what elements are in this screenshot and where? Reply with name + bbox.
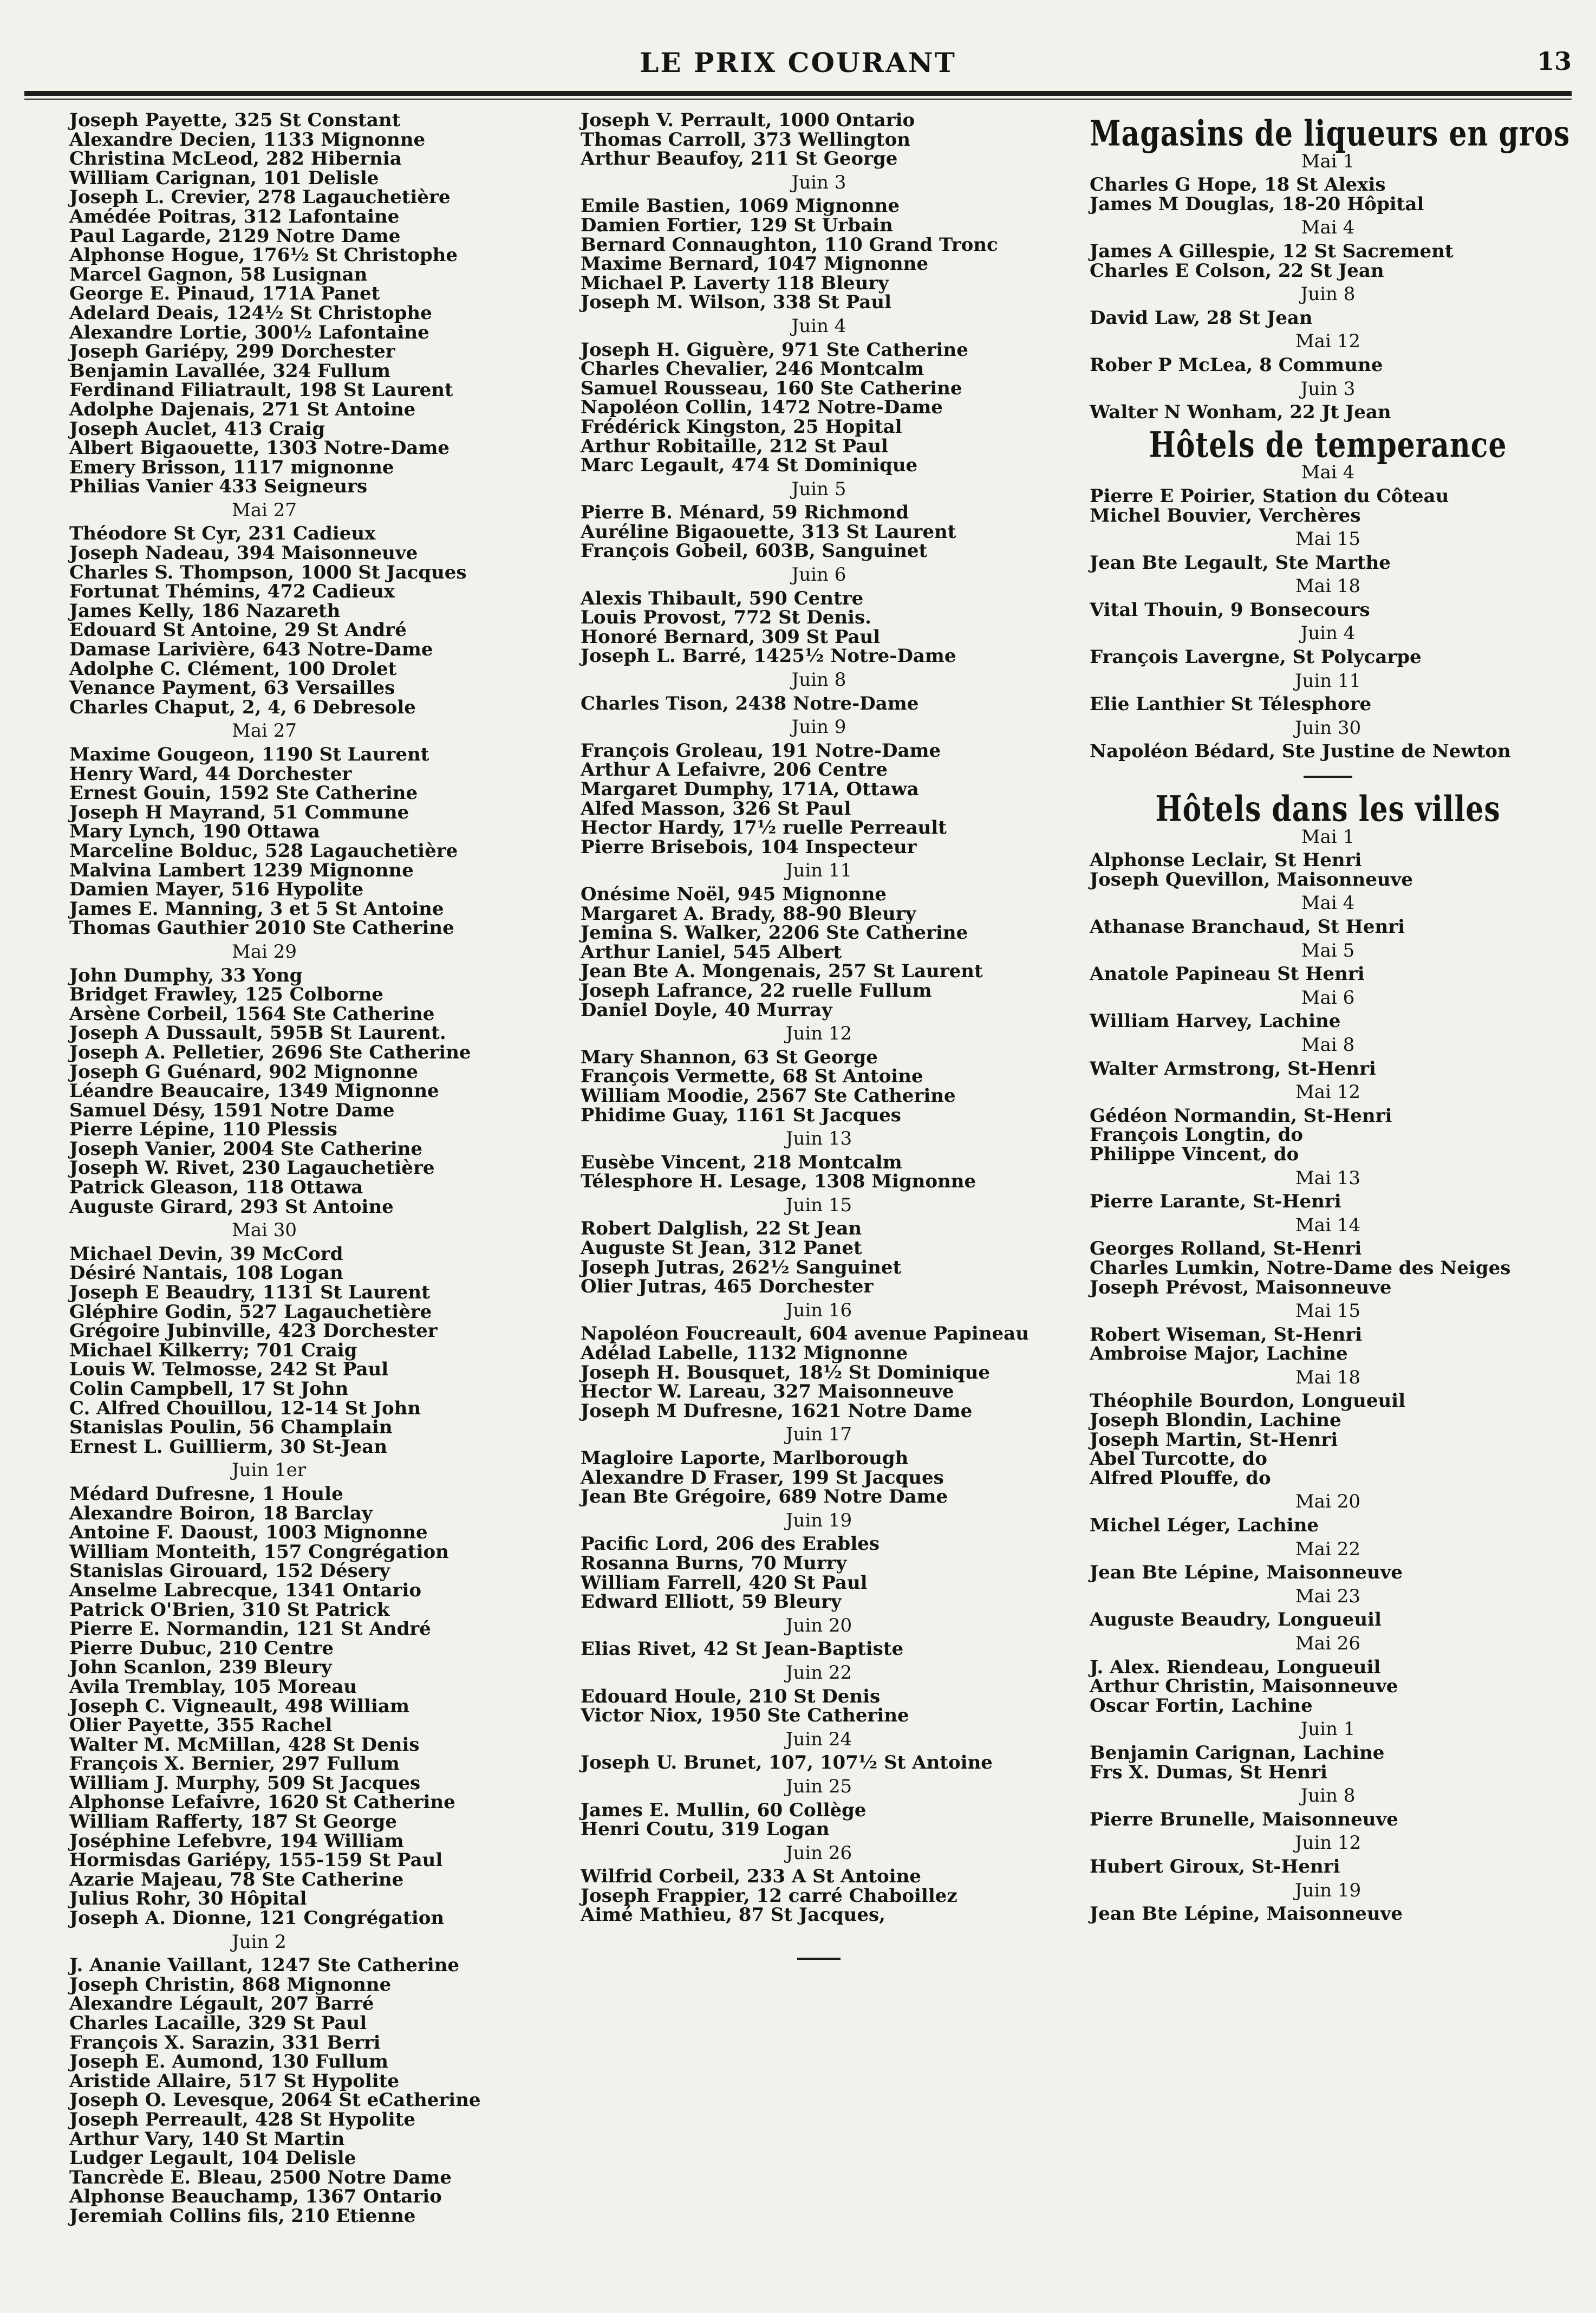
list-entry: Théodore St Cyr, 231 Cadieux [69,523,376,545]
date-heading: Mai 27 [232,720,297,742]
list-entry: Henry Ward, 44 Dorchester [69,763,352,785]
list-entry: Venance Payment, 63 Versailles [69,677,395,699]
date-heading: Mai 29 [232,940,297,963]
list-entry: Robert Wiseman, St-Henri [1090,1323,1363,1346]
date-heading: Mai 18 [1295,1366,1361,1388]
list-entry: Maxime Bernard, 1047 Mignonne [581,253,928,275]
list-entry: Alfred Plouffe, do [1090,1467,1271,1489]
list-entry: Alphonse Beauchamp, 1367 Ontario [69,2186,442,2208]
list-entry: Joseph L. Barré, 1425½ Notre-Dame [581,645,956,667]
list-entry: Pierre Lépine, 110 Plessis [69,1119,337,1141]
date-heading: Mai 12 [1295,1081,1361,1103]
list-entry: Auréline Bigaouette, 313 St Laurent [581,521,956,543]
list-entry: Jean Bte Grégoire, 689 Notre Dame [581,1486,948,1508]
list-entry: Ernest L. Guillierm, 30 St-Jean [69,1435,388,1458]
list-entry: Pierre Dubuc, 210 Centre [69,1637,334,1659]
date-heading: Mai 4 [1301,462,1355,484]
list-entry: Ernest Gouin, 1592 Ste Catherine [69,782,418,804]
list-entry: Margaret Dumphy, 171A, Ottawa [581,778,919,800]
list-entry: Arthur Laniel, 545 Albert [581,941,842,963]
list-entry: Auguste St Jean, 312 Panet [581,1237,862,1259]
list-entry: Joséphine Lefebvre, 194 William [69,1830,404,1852]
date-heading: Juin 5 [791,478,846,500]
list-entry: William Farrell, 420 St Paul [581,1571,868,1594]
date-heading: Mai 1 [1301,150,1355,172]
date-heading: Juin 13 [785,1128,852,1150]
list-entry: Christina McLeod, 282 Hibernia [69,148,402,170]
list-entry: Adelard Deais, 124½ St Christophe [69,302,432,324]
list-entry: Charles Lumkin, Notre-Dame des Neiges [1090,1257,1511,1279]
list-entry: James E. Manning, 3 et 5 St Antoine [69,898,444,920]
date-heading: Juin 4 [1300,622,1356,645]
list-entry: Honoré Bernard, 309 St Paul [581,626,881,648]
list-entry: Gédéon Normandin, St-Henri [1090,1104,1392,1127]
list-entry: François Longtin, do [1090,1124,1304,1146]
list-entry: William Monteith, 157 Congrégation [69,1541,449,1563]
list-entry: Auguste Girard, 293 St Antoine [69,1196,394,1218]
list-entry: Joseph E. Aumond, 130 Fullum [69,2051,388,2073]
list-entry: Alexis Thibault, 590 Centre [581,587,864,609]
list-entry: Charles Chaput, 2, 4, 6 Debresole [69,696,416,718]
date-heading: Juin 15 [785,1194,852,1216]
date-heading: Juin 12 [785,1023,852,1045]
list-entry: Damien Fortier, 129 St Urbain [581,214,893,236]
list-entry: Rosanna Burns, 70 Murry [581,1552,847,1574]
list-entry: Albert Bigaouette, 1303 Notre-Dame [69,437,450,459]
list-entry: Arthur Robitaille, 212 St Paul [581,435,888,457]
list-entry: Colin Campbell, 17 St John [69,1378,349,1400]
list-entry: John Scanlon, 239 Bleury [69,1656,332,1679]
section-title: Hôtels dans les villes [1155,788,1501,830]
list-entry: James M Douglas, 18-20 Hôpital [1090,193,1424,215]
list-entry: Alexandre Légault, 207 Barré [69,1993,374,2015]
section-title: Magasins de liqueurs en gros [1090,113,1571,154]
list-entry: Edward Elliott, 59 Bleury [581,1591,842,1613]
list-entry: Wilfrid Corbeil, 233 A St Antoine [581,1866,921,1888]
date-heading: Juin 26 [785,1842,852,1864]
list-entry: Samuel Désy, 1591 Notre Dame [69,1099,395,1121]
list-entry: Adolphe C. Clément, 100 Drolet [69,658,397,680]
list-entry: Antoine F. Daoust, 1003 Mignonne [69,1522,428,1544]
date-heading: Mai 5 [1301,939,1355,961]
date-heading: Juin 6 [791,564,846,586]
list-entry: Louis Provost, 772 St Denis. [581,607,871,629]
list-entry: James Kelly, 186 Nazareth [69,600,341,622]
list-entry: Napoléon Bédard, Ste Justine de Newton [1090,740,1511,763]
list-entry: Michel Bouvier, Verchères [1090,504,1361,527]
list-entry: Napoléon Foucreault, 604 avenue Papineau [581,1323,1029,1345]
list-entry: Philias Vanier 433 Seigneurs [69,476,368,498]
list-entry: Bridget Frawley, 125 Colborne [69,984,383,1006]
list-entry: Adolphe Dajenais, 271 St Antoine [69,398,416,420]
list-entry: William Moodie, 2567 Ste Catherine [581,1084,956,1107]
list-entry: Pierre Larante, St-Henri [1090,1191,1341,1213]
list-entry: Olier Jutras, 465 Dorchester [581,1276,874,1298]
list-entry: Jeremiah Collins fils, 210 Etienne [69,2205,416,2227]
list-entry: Benjamin Lavallée, 324 Fullum [69,360,390,382]
list-entry: Joseph V. Perrault, 1000 Ontario [581,109,915,131]
list-entry: Rober P McLea, 8 Commune [1090,354,1383,376]
date-heading: Juin 22 [785,1661,852,1684]
list-entry: Jean Bte A. Mongenais, 257 St Laurent [581,960,983,983]
list-entry: Patrick Gleason, 118 Ottawa [69,1177,363,1199]
page-number: 13 [1536,47,1572,76]
list-entry: George E. Pinaud, 171A Panet [69,283,380,305]
list-entry: Adélad Labelle, 1132 Mignonne [581,1342,908,1365]
list-entry: Georges Rolland, St-Henri [1090,1238,1362,1260]
date-heading: Juin 19 [785,1509,852,1531]
list-entry: Marceline Bolduc, 528 Lagauchetière [69,840,458,862]
list-entry: Charles G Hope, 18 St Alexis [1090,174,1386,196]
list-entry: Tancrède E. Bleau, 2500 Notre Dame [69,2166,452,2188]
list-entry: Marcel Gagnon, 58 Lusignan [69,263,368,285]
list-entry: William Harvey, Lachine [1090,1010,1341,1032]
date-heading: Juin 8 [791,669,846,691]
date-heading: Mai 15 [1295,1300,1361,1322]
date-heading: Mai 14 [1295,1214,1361,1236]
list-entry: Jean Bte Lépine, Maisonneuve [1090,1903,1403,1925]
list-entry: Avila Tremblay, 105 Moreau [69,1675,357,1698]
list-entry: Fortunat Thémins, 472 Cadieux [69,581,395,603]
list-entry: Alexandre Decien, 1133 Mignonne [69,128,426,151]
list-entry: François X. Sarazin, 331 Berri [69,2031,381,2054]
date-heading: Mai 23 [1295,1585,1361,1607]
list-entry: Théophile Bourdon, Longueuil [1090,1390,1405,1412]
date-heading: Juin 3 [791,171,846,193]
list-entry: Joseph A Dussault, 595B St Laurent. [69,1022,446,1044]
list-entry: Joseph Prévost, Maisonneuve [1090,1276,1392,1298]
list-entry: Ludger Legault, 104 Delisle [69,2147,356,2169]
list-entry: Grégoire Jubinville, 423 Dorchester [69,1320,438,1342]
list-entry: Elie Lanthier St Télesphore [1090,693,1372,716]
list-entry: Jean Bte Legault, Ste Marthe [1090,551,1391,574]
date-heading: Juin 2 [232,1931,286,1953]
list-entry: Frédérick Kingston, 25 Hopital [581,415,902,438]
list-entry: Marc Legault, 474 St Dominique [581,454,918,477]
list-entry: Damien Mayer, 516 Hypolite [69,879,364,901]
end-rule [797,1958,841,1960]
list-entry: Pierre B. Ménard, 59 Richmond [581,502,909,524]
list-entry: Amédée Poitras, 312 Lafontaine [69,205,400,228]
list-entry: Joseph H. Bousquet, 18½ St Dominique [581,1361,990,1383]
list-entry: Edouard Houle, 210 St Denis [581,1685,881,1707]
date-heading: Mai 13 [1295,1167,1361,1189]
list-entry: Robert Dalglish, 22 St Jean [581,1218,862,1240]
list-entry: Julius Rohr, 30 Hôpital [69,1888,307,1910]
list-entry: Jean Bte Lépine, Maisonneuve [1090,1562,1403,1584]
list-entry: Joseph Gariépy, 299 Dorchester [69,341,395,363]
list-entry: Joseph Payette, 325 St Constant [69,109,401,131]
list-entry: John Dumphy, 33 Yong [69,964,303,986]
date-heading: Juin 20 [785,1614,852,1636]
list-entry: Pierre Brunelle, Maisonneuve [1090,1808,1398,1830]
list-entry: David Law, 28 St Jean [1090,307,1313,329]
header-rule-thin [24,99,1572,100]
date-heading: Juin 8 [1300,283,1356,306]
list-entry: Malvina Lambert 1239 Mignonne [69,859,414,881]
list-entry: J. Ananie Vaillant, 1247 Ste Catherine [69,1954,460,1977]
list-entry: Joseph W. Rivet, 230 Lagauchetière [69,1157,435,1179]
date-heading: Juin 8 [1300,1785,1356,1807]
date-heading: Juin 12 [1294,1832,1362,1854]
list-entry: Hubert Giroux, St-Henri [1090,1855,1340,1877]
list-entry: Joseph Christin, 868 Mignonne [69,1973,392,1996]
date-heading: Juin 24 [785,1728,852,1750]
date-heading: Juin 30 [1294,717,1362,739]
date-heading: Juin 4 [791,315,846,337]
date-heading: Juin 16 [785,1299,852,1321]
date-heading: Mai 1 [1301,826,1355,848]
list-entry: Stanislas Poulin, 56 Champlain [69,1417,393,1439]
list-entry: Louis W. Telmosse, 242 St Paul [69,1359,389,1381]
list-entry: James E. Mullin, 60 Collège [581,1799,867,1821]
date-heading: Juin 25 [785,1775,852,1797]
list-entry: Joseph E Beaudry, 1131 St Laurent [69,1282,430,1304]
list-entry: Walter Armstrong, St-Henri [1090,1057,1376,1080]
list-entry: Hormisdas Gariépy, 155-159 St Paul [69,1849,443,1872]
list-entry: Elias Rivet, 42 St Jean-Baptiste [581,1638,904,1660]
date-heading: Juin 3 [1300,378,1356,400]
list-entry: François Lavergne, St Polycarpe [1090,646,1422,668]
list-entry: William J. Murphy, 509 St Jacques [69,1772,421,1794]
list-entry: William Rafferty, 187 St George [69,1811,398,1833]
list-entry: Ferdinand Filiatrault, 198 St Laurent [69,379,453,401]
list-entry: Arthur Christin, Maisonneuve [1090,1675,1398,1698]
list-entry: Médard Dufresne, 1 Houle [69,1483,343,1505]
list-entry: Arthur Vary, 140 St Martin [69,2128,345,2150]
list-entry: Hector Hardy, 17½ ruelle Perreault [581,817,947,839]
date-heading: Juin 11 [785,860,852,882]
date-heading: Juin 17 [785,1424,852,1446]
date-heading: Mai 26 [1295,1633,1361,1654]
list-entry: Joseph Quevillon, Maisonneuve [1090,868,1413,891]
list-entry: Philippe Vincent, do [1090,1143,1299,1165]
list-entry: Patrick O'Brien, 310 St Patrick [69,1599,390,1621]
list-entry: Joseph A. Pelletier, 2696 Ste Catherine [69,1041,471,1063]
list-entry: Télesphore H. Lesage, 1308 Mignonne [581,1171,976,1193]
list-entry: Joseph H. Giguère, 971 Ste Catherine [581,339,968,361]
section-title: Hôtels de temperance [1149,424,1507,466]
list-entry: Joseph A. Dionne, 121 Congrégation [69,1907,445,1929]
list-entry: Joseph C. Vigneault, 498 William [69,1695,409,1717]
list-entry: Léandre Beaucaire, 1349 Mignonne [69,1080,439,1102]
list-entry: William Carignan, 101 Delisle [69,167,379,189]
date-heading: Juin 11 [1294,670,1362,692]
date-heading: Mai 30 [232,1219,297,1242]
list-entry: Paul Lagarde, 2129 Notre Dame [69,225,401,247]
list-entry: Arsène Corbeil, 1564 Ste Catherine [69,1003,435,1025]
list-entry: Charles Chevalier, 246 Montcalm [581,358,924,380]
list-entry: Abel Turcotte, do [1090,1448,1267,1470]
list-entry: Alexandre Boiron, 18 Barclay [69,1502,373,1524]
list-entry: Eusèbe Vincent, 218 Montcalm [581,1151,902,1173]
section-divider [1304,776,1352,778]
list-entry: Margaret A. Brady, 88-90 Bleury [581,902,916,925]
list-entry: Désiré Nantais, 108 Logan [69,1262,343,1284]
list-entry: Arthur Beaufoy, 211 St George [581,148,898,170]
list-entry: Pierre E Poirier, Station du Côteau [1090,485,1449,507]
list-entry: Charles S. Thompson, 1000 St Jacques [69,561,467,583]
date-heading: Mai 6 [1301,986,1355,1009]
list-entry: Aristide Allaire, 517 St Hypolite [69,2070,399,2092]
column-2 [581,111,1057,1960]
list-entry: Napoléon Collin, 1472 Notre-Dame [581,397,943,419]
list-entry: Thomas Carroll, 373 Wellington [581,128,910,151]
list-entry: Gléphire Godin, 527 Lagauchetière [69,1301,432,1323]
list-entry: Hector W. Lareau, 327 Maisonneuve [581,1381,954,1403]
list-entry: Victor Niox, 1950 Ste Catherine [581,1705,909,1727]
list-entry: Anatole Papineau St Henri [1090,963,1365,985]
list-entry: Alfed Masson, 326 St Paul [581,797,851,820]
list-entry: François Groleau, 191 Notre-Dame [581,739,941,762]
list-entry: Mary Shannon, 63 St George [581,1046,878,1068]
list-entry: Aimé Mathieu, 87 St Jacques, [581,1904,885,1926]
date-heading: Mai 15 [1295,528,1361,550]
list-entry: Joseph Vanier, 2004 Ste Catherine [69,1138,423,1160]
list-entry: Charles Lacaille, 329 St Paul [69,2012,367,2034]
date-heading: Juin 9 [791,716,846,738]
column-1 [69,111,540,2226]
page-header [24,43,1572,81]
list-entry: Emery Brisson, 1117 mignonne [69,456,394,478]
list-entry: Stanislas Girouard, 152 Désery [69,1560,390,1582]
list-entry: Alphonse Lefaivre, 1620 St Catherine [69,1791,455,1814]
list-entry: Magloire Laporte, Marlborough [581,1447,909,1469]
date-heading: Juin 1er [232,1459,307,1482]
list-entry: Damase Larivière, 643 Notre-Dame [69,639,433,661]
date-heading: Mai 8 [1301,1034,1355,1056]
list-entry: Joseph U. Brunet, 107, 107½ St Antoine [581,1752,993,1774]
date-heading: Juin 1 [1300,1718,1356,1740]
list-entry: Joseph Jutras, 262½ Sanguinet [581,1256,902,1278]
list-entry: Onésime Noël, 945 Mignonne [581,883,887,905]
list-entry: Phidime Guay, 1161 St Jacques [581,1104,901,1126]
date-heading: Mai 27 [232,499,297,521]
date-heading: Mai 4 [1301,217,1355,239]
list-entry: François X. Bernier, 297 Fullum [69,1753,400,1775]
list-entry: François Vermette, 68 St Antoine [581,1065,923,1088]
list-entry: Ambroise Major, Lachine [1090,1343,1348,1365]
list-entry: Walter N Wonham, 22 Jt Jean [1090,401,1391,424]
list-entry: Walter M. McMillan, 428 St Denis [69,1733,420,1756]
header-rule [24,91,1572,96]
list-entry: Azarie Majeau, 78 Ste Catherine [69,1868,404,1890]
list-entry: Benjamin Carignan, Lachine [1090,1742,1385,1764]
date-heading: Mai 18 [1295,575,1361,597]
list-entry: James A Gillespie, 12 St Sacrement [1090,240,1454,262]
list-entry: Edouard St Antoine, 29 St André [69,619,407,641]
list-entry: Athanase Branchaud, St Henri [1090,916,1405,938]
list-entry: Pierre E. Normandin, 121 St André [69,1618,431,1640]
date-heading: Mai 20 [1295,1491,1361,1513]
list-entry: Joseph M. Wilson, 338 St Paul [581,291,892,314]
list-entry: Auguste Beaudry, Longueuil [1090,1609,1382,1631]
list-entry: Joseph Martin, St-Henri [1090,1428,1338,1451]
list-entry: Jemina S. Walker, 2206 Ste Catherine [581,922,968,944]
list-entry: Joseph Perreault, 428 St Hypolite [69,2108,416,2130]
list-entry: Joseph M Dufresne, 1621 Notre Dame [581,1400,973,1422]
date-heading: Mai 22 [1295,1538,1361,1560]
list-entry: Daniel Doyle, 40 Murray [581,999,832,1021]
list-entry: Joseph G Guénard, 902 Mignonne [69,1061,418,1083]
list-entry: Joseph Frappier, 12 carré Chaboillez [581,1885,957,1907]
list-entry: Alphonse Hogue, 176½ St Christophe [69,244,458,267]
list-entry: C. Alfred Chouillou, 12-14 St John [69,1397,421,1419]
list-entry: Pacific Lord, 206 des Erables [581,1533,880,1555]
list-entry: Joseph Lafrance, 22 ruelle Fullum [581,979,932,1002]
date-heading: Mai 4 [1301,892,1355,914]
list-entry: François Gobeil, 603B, Sanguinet [581,540,928,562]
list-entry: Joseph Auclet, 413 Craig [69,418,325,440]
list-entry: Anselme Labrecque, 1341 Ontario [69,1579,422,1601]
column-3 [1090,111,1571,1925]
list-entry: Joseph L. Crevier, 278 Lagauchetière [69,186,451,209]
list-entry: Michael Devin, 39 McCord [69,1243,343,1265]
list-entry: Mary Lynch, 190 Ottawa [69,821,320,843]
list-entry: Arthur A Lefaivre, 206 Centre [581,759,888,781]
list-entry: Michael P. Laverty 118 Bleury [581,272,889,294]
list-entry: Joseph H Mayrand, 51 Commune [69,801,409,823]
list-entry: Joseph Blondin, Lachine [1090,1409,1341,1432]
list-entry: J. Alex. Riendeau, Longueuil [1090,1656,1381,1678]
list-entry: Alphonse Leclair, St Henri [1090,849,1362,872]
list-entry: Charles E Colson, 22 St Jean [1090,259,1384,282]
list-entry: Michel Léger, Lachine [1090,1515,1319,1537]
list-entry: Maxime Gougeon, 1190 St Laurent [69,744,429,765]
list-entry: Samuel Rousseau, 160 Ste Catherine [581,377,962,399]
list-entry: Vital Thouin, 9 Bonsecours [1090,599,1370,621]
list-entry: Alexandre D Fraser, 199 St Jacques [581,1466,944,1489]
list-entry: Frs X. Dumas, St Henri [1090,1761,1327,1783]
date-heading: Juin 19 [1294,1879,1362,1901]
list-entry: Oscar Fortin, Lachine [1090,1694,1313,1717]
list-entry: Joseph Nadeau, 394 Maisonneuve [69,542,418,564]
list-entry: Charles Tison, 2438 Notre-Dame [581,692,919,714]
list-entry: Olier Payette, 355 Rachel [69,1714,333,1737]
list-entry: Bernard Connaughton, 110 Grand Tronc [581,233,998,256]
list-entry: Alexandre Lortie, 300½ Lafontaine [69,321,429,343]
list-entry: Pierre Brisebois, 104 Inspecteur [581,836,917,858]
date-heading: Mai 12 [1295,330,1361,353]
list-entry: Michael Kilkerry; 701 Craig [69,1339,357,1361]
list-entry: Joseph O. Levesque, 2064 St eCatherine [69,2089,481,2111]
list-entry: Emile Bastien, 1069 Mignonne [581,195,900,217]
list-entry: Henri Coutu, 319 Logan [581,1818,830,1841]
journal-title: LE PRIX COURANT [640,47,956,79]
list-entry: Thomas Gauthier 2010 Ste Catherine [69,917,454,939]
